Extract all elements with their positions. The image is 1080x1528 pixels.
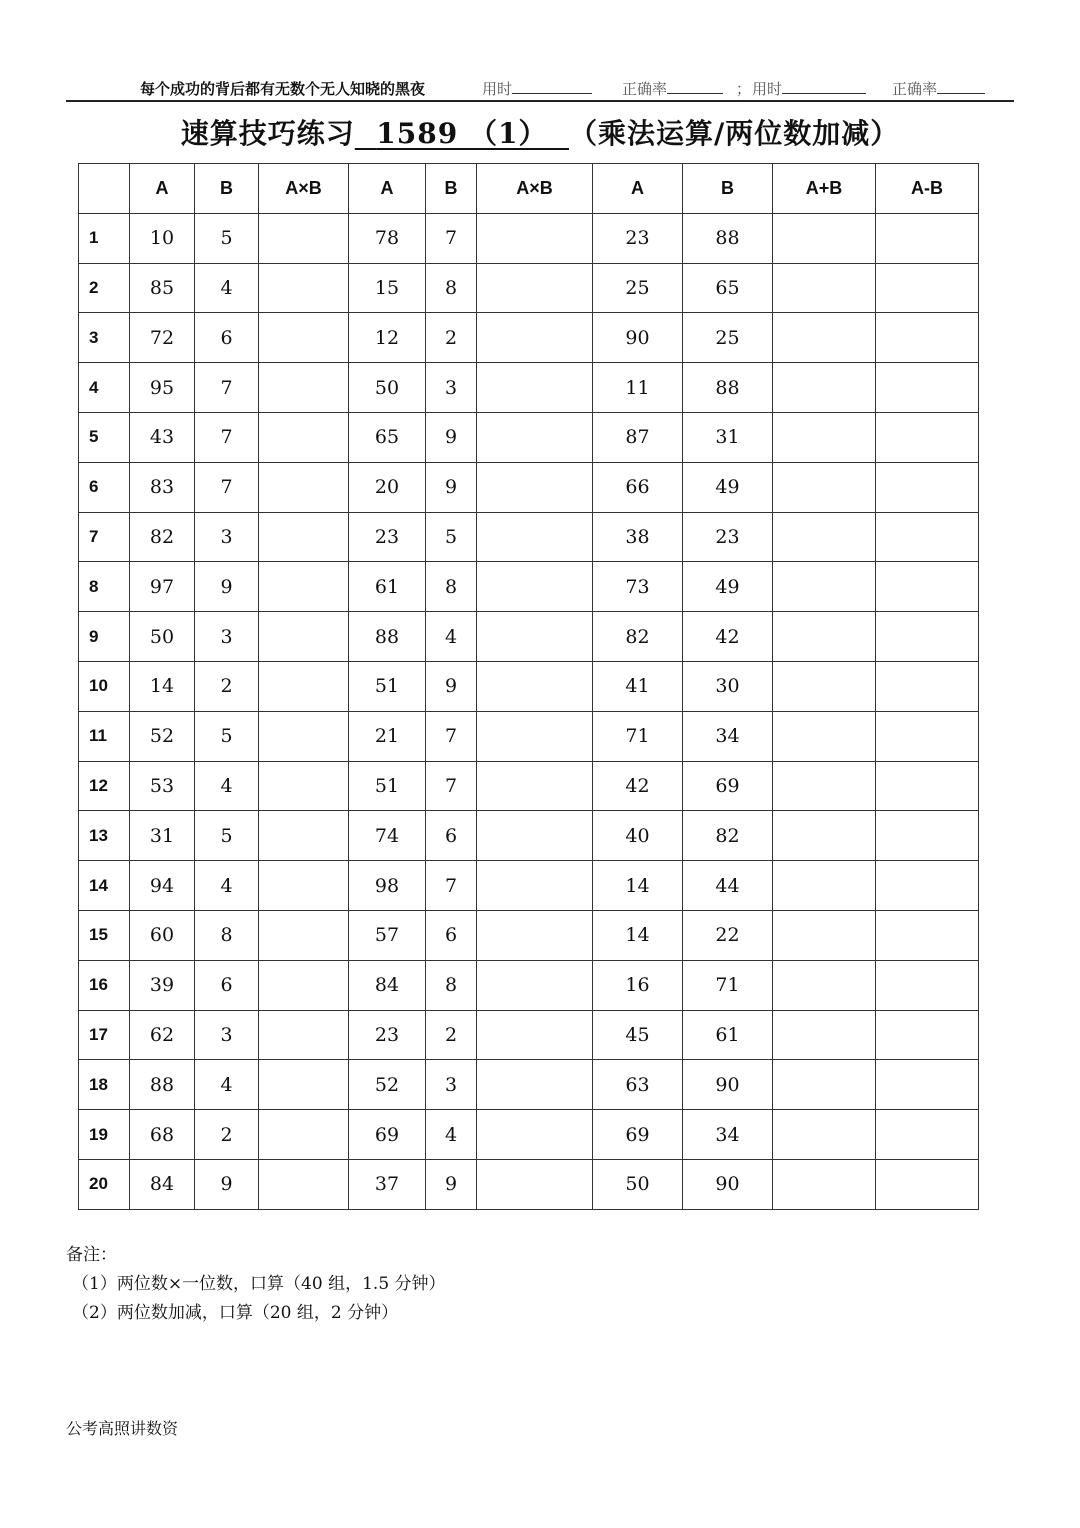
value-cell: 74 [349, 811, 426, 861]
value-cell: 37 [349, 1159, 426, 1209]
row-number: 6 [79, 462, 130, 512]
value-cell: 68 [130, 1110, 195, 1160]
value-cell: 65 [349, 412, 426, 462]
value-cell: 42 [593, 761, 683, 811]
answer-cell[interactable] [876, 512, 979, 562]
answer-cell[interactable] [773, 1159, 876, 1209]
value-cell: 21 [349, 711, 426, 761]
value-cell: 41 [593, 661, 683, 711]
value-cell: 88 [130, 1060, 195, 1110]
column-header: A×B [259, 164, 349, 214]
table-row [79, 1010, 979, 1060]
value-cell: 94 [130, 861, 195, 911]
value-cell: 8 [426, 562, 477, 612]
value-cell: 90 [593, 313, 683, 363]
value-cell: 20 [349, 462, 426, 512]
value-cell: 8 [195, 910, 259, 960]
column-header: A [349, 164, 426, 214]
value-cell: 2 [195, 661, 259, 711]
answer-cell[interactable] [876, 960, 979, 1010]
answer-cell[interactable] [876, 861, 979, 911]
value-cell: 15 [349, 263, 426, 313]
column-header: A [130, 164, 195, 214]
answer-cell[interactable] [876, 910, 979, 960]
row-number: 8 [79, 562, 130, 612]
answer-cell[interactable] [477, 612, 593, 662]
value-cell: 4 [195, 1060, 259, 1110]
time-blank-1[interactable] [512, 79, 592, 94]
value-cell: 3 [426, 363, 477, 413]
value-cell: 5 [195, 811, 259, 861]
value-cell: 73 [593, 562, 683, 612]
answer-cell[interactable] [259, 313, 349, 363]
answer-cell[interactable] [259, 1060, 349, 1110]
row-number: 12 [79, 761, 130, 811]
accuracy-field-1 [622, 78, 723, 99]
row-number: 4 [79, 363, 130, 413]
value-cell: 98 [349, 861, 426, 911]
value-cell: 88 [683, 363, 773, 413]
title-number-text: 1589 （1） [376, 117, 548, 150]
value-cell: 69 [683, 761, 773, 811]
answer-cell[interactable] [477, 661, 593, 711]
table-row [79, 960, 979, 1010]
value-cell: 12 [349, 313, 426, 363]
separator-text: ； [736, 80, 752, 98]
column-header: B [426, 164, 477, 214]
answer-cell[interactable] [773, 811, 876, 861]
value-cell: 52 [349, 1060, 426, 1110]
row-number: 17 [79, 1010, 130, 1060]
value-cell: 62 [130, 1010, 195, 1060]
value-cell: 85 [130, 263, 195, 313]
value-cell: 3 [195, 612, 259, 662]
answer-cell[interactable] [477, 1010, 593, 1060]
table-body [79, 213, 979, 1209]
row-number: 3 [79, 313, 130, 363]
footer-text: 公考高照讲数资 [66, 1419, 179, 1438]
accuracy-blank-1[interactable] [667, 79, 723, 94]
answer-cell[interactable] [477, 363, 593, 413]
answer-cell[interactable] [876, 263, 979, 313]
value-cell: 14 [593, 910, 683, 960]
column-header: B [195, 164, 259, 214]
answer-cell[interactable] [876, 363, 979, 413]
table-row [79, 612, 979, 662]
value-cell: 88 [683, 213, 773, 263]
value-cell: 7 [426, 213, 477, 263]
table-row [79, 1060, 979, 1110]
value-cell: 7 [195, 363, 259, 413]
answer-cell[interactable] [876, 761, 979, 811]
value-cell: 38 [593, 512, 683, 562]
table-header-row [79, 164, 979, 214]
column-header [79, 164, 130, 214]
table-row [79, 1159, 979, 1209]
note-item-1: （1）两位数×一位数，口算（40 组，1.5 分钟） [72, 1274, 446, 1294]
accuracy-blank-2[interactable] [937, 79, 985, 94]
row-number: 5 [79, 412, 130, 462]
table-row [79, 462, 979, 512]
value-cell: 53 [130, 761, 195, 811]
value-cell: 44 [683, 861, 773, 911]
value-cell: 14 [130, 661, 195, 711]
column-header: A [593, 164, 683, 214]
answer-cell[interactable] [259, 512, 349, 562]
value-cell: 23 [593, 213, 683, 263]
answer-cell[interactable] [773, 562, 876, 612]
answer-cell[interactable] [259, 1159, 349, 1209]
answer-cell[interactable] [876, 313, 979, 363]
answer-cell[interactable] [259, 910, 349, 960]
value-cell: 52 [130, 711, 195, 761]
value-cell: 23 [349, 512, 426, 562]
answer-cell[interactable] [477, 213, 593, 263]
answer-cell[interactable] [477, 861, 593, 911]
value-cell: 84 [130, 1159, 195, 1209]
value-cell: 31 [130, 811, 195, 861]
value-cell: 3 [195, 512, 259, 562]
value-cell: 23 [683, 512, 773, 562]
value-cell: 63 [593, 1060, 683, 1110]
answer-cell[interactable] [876, 1110, 979, 1160]
table-row [79, 562, 979, 612]
answer-cell[interactable] [259, 263, 349, 313]
value-cell: 34 [683, 1110, 773, 1160]
value-cell: 25 [683, 313, 773, 363]
row-number: 18 [79, 1060, 130, 1110]
answer-cell[interactable] [876, 1159, 979, 1209]
table-row [79, 412, 979, 462]
table-row [79, 761, 979, 811]
notes-section [66, 1241, 446, 1328]
table-row [79, 263, 979, 313]
answer-cell[interactable] [773, 910, 876, 960]
value-cell: 23 [349, 1010, 426, 1060]
column-header: A-B [876, 164, 979, 214]
answer-cell[interactable] [259, 462, 349, 512]
answer-cell[interactable] [876, 462, 979, 512]
title-prefix: 速算技巧练习 [180, 117, 355, 150]
time-blank-2[interactable] [782, 79, 866, 94]
value-cell: 88 [349, 612, 426, 662]
answer-cell[interactable] [477, 412, 593, 462]
value-cell: 95 [130, 363, 195, 413]
motto-text: 每个成功的背后都有无数个无人知晓的黑夜 [140, 80, 426, 98]
answer-cell[interactable] [876, 1060, 979, 1110]
answer-cell[interactable] [876, 811, 979, 861]
column-header: B [683, 164, 773, 214]
table-row [79, 661, 979, 711]
value-cell: 83 [130, 462, 195, 512]
answer-cell[interactable] [773, 412, 876, 462]
table-row [79, 512, 979, 562]
value-cell: 5 [195, 711, 259, 761]
value-cell: 2 [195, 1110, 259, 1160]
answer-cell[interactable] [477, 562, 593, 612]
time-label-2: 用时 [752, 80, 783, 98]
value-cell: 97 [130, 562, 195, 612]
table-row [79, 910, 979, 960]
value-cell: 39 [130, 960, 195, 1010]
notes-label: 备注： [66, 1245, 117, 1265]
answer-cell[interactable] [259, 661, 349, 711]
value-cell: 50 [130, 612, 195, 662]
value-cell: 7 [195, 412, 259, 462]
value-cell: 51 [349, 661, 426, 711]
time-field-2 [752, 78, 866, 99]
value-cell: 49 [683, 462, 773, 512]
answer-cell[interactable] [773, 213, 876, 263]
answer-cell[interactable] [773, 612, 876, 662]
value-cell: 14 [593, 861, 683, 911]
value-cell: 42 [683, 612, 773, 662]
value-cell: 22 [683, 910, 773, 960]
value-cell: 50 [593, 1159, 683, 1209]
value-cell: 9 [426, 661, 477, 711]
value-cell: 82 [593, 612, 683, 662]
answer-cell[interactable] [477, 711, 593, 761]
value-cell: 72 [130, 313, 195, 363]
value-cell: 4 [195, 761, 259, 811]
answer-cell[interactable] [259, 213, 349, 263]
answer-cell[interactable] [477, 263, 593, 313]
value-cell: 45 [593, 1010, 683, 1060]
value-cell: 40 [593, 811, 683, 861]
value-cell: 2 [426, 1010, 477, 1060]
answer-cell[interactable] [259, 1010, 349, 1060]
answer-cell[interactable] [259, 1110, 349, 1160]
answer-cell[interactable] [477, 1159, 593, 1209]
answer-cell[interactable] [773, 1010, 876, 1060]
value-cell: 49 [683, 562, 773, 612]
answer-cell[interactable] [773, 512, 876, 562]
table-row [79, 811, 979, 861]
row-number: 14 [79, 861, 130, 911]
answer-cell[interactable] [259, 711, 349, 761]
value-cell: 34 [683, 711, 773, 761]
answer-cell[interactable] [477, 910, 593, 960]
value-cell: 61 [683, 1010, 773, 1060]
value-cell: 9 [426, 412, 477, 462]
practice-table [78, 163, 979, 1210]
answer-cell[interactable] [773, 313, 876, 363]
value-cell: 6 [426, 811, 477, 861]
answer-cell[interactable] [477, 462, 593, 512]
value-cell: 66 [593, 462, 683, 512]
value-cell: 57 [349, 910, 426, 960]
answer-cell[interactable] [773, 263, 876, 313]
answer-cell[interactable] [259, 612, 349, 662]
time-label-1: 用时 [482, 80, 513, 98]
value-cell: 7 [426, 761, 477, 811]
value-cell: 2 [426, 313, 477, 363]
table-row [79, 1110, 979, 1160]
value-cell: 4 [195, 263, 259, 313]
value-cell: 10 [130, 213, 195, 263]
answer-cell[interactable] [773, 661, 876, 711]
value-cell: 3 [195, 1010, 259, 1060]
row-number: 20 [79, 1159, 130, 1209]
time-field-1 [482, 78, 592, 99]
answer-cell[interactable] [773, 363, 876, 413]
value-cell: 69 [349, 1110, 426, 1160]
value-cell: 16 [593, 960, 683, 1010]
answer-cell[interactable] [876, 661, 979, 711]
page-title [0, 112, 1080, 152]
value-cell: 50 [349, 363, 426, 413]
value-cell: 11 [593, 363, 683, 413]
note-item-2: （2）两位数加减，口算（20 组，2 分钟） [72, 1303, 399, 1323]
column-header: A+B [773, 164, 876, 214]
title-suffix: （乘法运算/两位数加减） [568, 117, 900, 150]
row-number: 10 [79, 661, 130, 711]
table-row [79, 313, 979, 363]
value-cell: 7 [426, 711, 477, 761]
answer-cell[interactable] [876, 562, 979, 612]
row-number: 7 [79, 512, 130, 562]
value-cell: 31 [683, 412, 773, 462]
row-number: 9 [79, 612, 130, 662]
answer-cell[interactable] [477, 960, 593, 1010]
value-cell: 3 [426, 1060, 477, 1110]
page-header [66, 74, 1014, 102]
answer-cell[interactable] [773, 960, 876, 1010]
answer-cell[interactable] [773, 462, 876, 512]
value-cell: 5 [195, 213, 259, 263]
answer-cell[interactable] [259, 562, 349, 612]
value-cell: 51 [349, 761, 426, 811]
value-cell: 60 [130, 910, 195, 960]
value-cell: 71 [683, 960, 773, 1010]
row-number: 13 [79, 811, 130, 861]
value-cell: 9 [195, 562, 259, 612]
value-cell: 5 [426, 512, 477, 562]
answer-cell[interactable] [259, 363, 349, 413]
answer-cell[interactable] [259, 960, 349, 1010]
answer-cell[interactable] [773, 761, 876, 811]
row-number: 2 [79, 263, 130, 313]
value-cell: 82 [130, 512, 195, 562]
answer-cell[interactable] [773, 711, 876, 761]
answer-cell[interactable] [876, 711, 979, 761]
answer-cell[interactable] [259, 811, 349, 861]
answer-cell[interactable] [477, 1060, 593, 1110]
row-number: 16 [79, 960, 130, 1010]
value-cell: 7 [426, 861, 477, 911]
answer-cell[interactable] [477, 811, 593, 861]
value-cell: 9 [195, 1159, 259, 1209]
table-row [79, 363, 979, 413]
value-cell: 84 [349, 960, 426, 1010]
answer-cell[interactable] [477, 761, 593, 811]
row-number: 1 [79, 213, 130, 263]
value-cell: 8 [426, 960, 477, 1010]
answer-cell[interactable] [477, 512, 593, 562]
value-cell: 7 [195, 462, 259, 512]
answer-cell[interactable] [876, 412, 979, 462]
value-cell: 43 [130, 412, 195, 462]
answer-cell[interactable] [477, 1110, 593, 1160]
table-row [79, 711, 979, 761]
value-cell: 90 [683, 1159, 773, 1209]
value-cell: 4 [195, 861, 259, 911]
value-cell: 87 [593, 412, 683, 462]
answer-cell[interactable] [259, 861, 349, 911]
value-cell: 6 [195, 960, 259, 1010]
row-number: 11 [79, 711, 130, 761]
value-cell: 6 [195, 313, 259, 363]
answer-cell[interactable] [876, 213, 979, 263]
value-cell: 30 [683, 661, 773, 711]
answer-cell[interactable] [773, 1110, 876, 1160]
value-cell: 4 [426, 1110, 477, 1160]
accuracy-label-1: 正确率 [622, 80, 668, 98]
value-cell: 69 [593, 1110, 683, 1160]
value-cell: 82 [683, 811, 773, 861]
value-cell: 65 [683, 263, 773, 313]
value-cell: 71 [593, 711, 683, 761]
value-cell: 6 [426, 910, 477, 960]
answer-cell[interactable] [773, 1060, 876, 1110]
answer-cell[interactable] [876, 1010, 979, 1060]
row-number: 15 [79, 910, 130, 960]
value-cell: 9 [426, 462, 477, 512]
accuracy-field-2 [892, 78, 985, 99]
table-row [79, 213, 979, 263]
value-cell: 90 [683, 1060, 773, 1110]
answer-cell[interactable] [876, 612, 979, 662]
value-cell: 4 [426, 612, 477, 662]
accuracy-label-2: 正确率 [892, 80, 938, 98]
value-cell: 8 [426, 263, 477, 313]
value-cell: 78 [349, 213, 426, 263]
answer-cell[interactable] [259, 761, 349, 811]
value-cell: 9 [426, 1159, 477, 1209]
value-cell: 25 [593, 263, 683, 313]
column-header: A×B [477, 164, 593, 214]
answer-cell[interactable] [773, 861, 876, 911]
answer-cell[interactable] [477, 313, 593, 363]
table-row [79, 861, 979, 911]
value-cell: 61 [349, 562, 426, 612]
title-number [355, 117, 569, 150]
row-number: 19 [79, 1110, 130, 1160]
answer-cell[interactable] [259, 412, 349, 462]
